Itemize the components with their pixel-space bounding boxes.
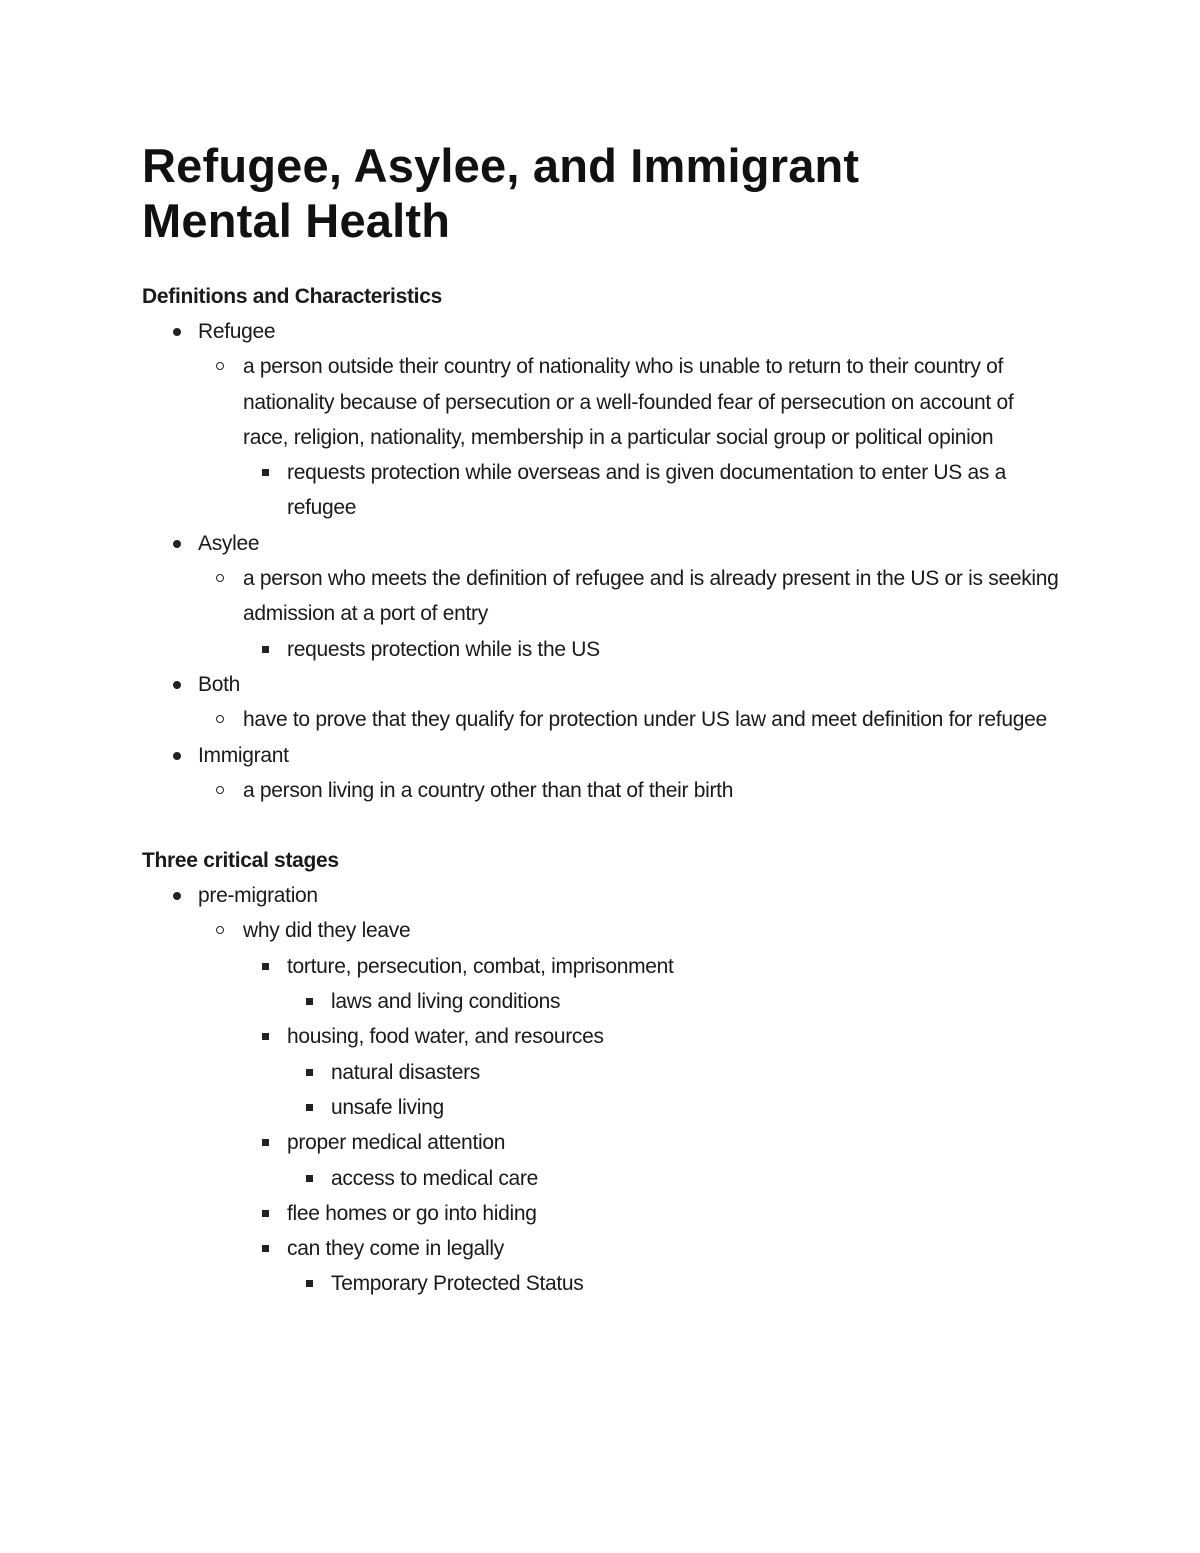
bullet-square-icon xyxy=(306,1280,313,1287)
item-label: Asylee xyxy=(198,531,260,555)
item-text: laws and living conditions xyxy=(331,990,561,1014)
bullet-disc-icon xyxy=(173,540,181,548)
bullet-disc-icon xyxy=(173,892,181,900)
list-item xyxy=(142,773,1060,808)
list-item-asylee xyxy=(142,526,1060,561)
bullet-square-icon xyxy=(306,1069,313,1076)
list-item xyxy=(142,949,1060,1302)
item-text: a person outside their country of nationality who is unable to return to their country of nationality because of persecution or a well-founded fear of persecution on account of race, religion, nationality, membership in a particular social group or political opinion xyxy=(243,355,1014,449)
item-text: access to medical care xyxy=(331,1166,538,1190)
list-item xyxy=(142,702,1060,737)
list-item xyxy=(142,632,1060,667)
bullet-disc-icon xyxy=(173,681,181,689)
factors-list xyxy=(142,949,1060,1302)
item-label: pre-migration xyxy=(198,884,318,908)
item-text: flee homes or go into hiding xyxy=(287,1201,537,1225)
list-item-both xyxy=(142,667,1060,702)
item-text: torture, persecution, combat, imprisonment xyxy=(287,954,674,978)
list-item-factor xyxy=(142,949,1060,984)
list-item-subfactor xyxy=(142,984,1060,1019)
list-item xyxy=(142,1266,1060,1301)
stages-list xyxy=(142,878,1060,1302)
item-text: have to prove that they qualify for protection under US law and meet definition for refugee xyxy=(243,708,1047,732)
bullet-circle-icon xyxy=(216,926,224,934)
item-text: requests protection while is the US xyxy=(287,637,600,661)
item-text: can they come in legally xyxy=(287,1237,504,1261)
list-item-refugee-definition xyxy=(142,349,1060,525)
list-item-subfactor xyxy=(142,1161,1060,1196)
item-text: proper medical attention xyxy=(287,1131,506,1155)
title-line-1: Refugee, Asylee, and Immigrant xyxy=(142,139,860,192)
item-text: why did they leave xyxy=(243,919,411,943)
item-label: Both xyxy=(198,672,240,696)
item-text: housing, food water, and resources xyxy=(287,1025,604,1049)
item-label: Refugee xyxy=(198,320,276,343)
list-item xyxy=(142,455,1060,526)
list-item xyxy=(142,913,1060,1301)
list-item xyxy=(142,349,1060,455)
bullet-square-icon xyxy=(262,1245,269,1252)
bullet-square-icon xyxy=(306,998,313,1005)
section-heading-definitions: Definitions and Characteristics xyxy=(142,285,442,308)
bullet-disc-icon xyxy=(173,752,181,760)
bullet-square-icon xyxy=(262,469,269,476)
item-text: Temporary Protected Status xyxy=(331,1272,584,1296)
list-item-question xyxy=(142,913,1060,948)
item-text: a person living in a country other than that of their birth xyxy=(243,778,734,802)
section-heading-stages: Three critical stages xyxy=(142,849,339,873)
item-text: natural disasters xyxy=(331,1060,480,1084)
bullet-square-icon xyxy=(262,1210,269,1217)
bullet-square-icon xyxy=(262,646,269,653)
item-text: requests protection while overseas and is given documentation to enter US as a refugee xyxy=(287,461,1007,520)
list-item-factor xyxy=(142,1231,1060,1266)
list-item-immigrant-definition xyxy=(142,773,1060,808)
list-item xyxy=(142,984,1060,1019)
bullet-square-icon xyxy=(306,1175,313,1182)
bullet-square-icon xyxy=(262,1139,269,1146)
bullet-circle-icon xyxy=(216,362,224,370)
definitions-list xyxy=(142,314,1060,808)
bullet-disc-icon xyxy=(173,328,181,336)
list-item-subfactor xyxy=(142,1266,1060,1301)
bullet-circle-icon xyxy=(216,715,224,723)
list-item xyxy=(142,1161,1060,1196)
list-item-asylee-definition xyxy=(142,561,1060,667)
list-item-subfactor xyxy=(142,1055,1060,1090)
list-item-pre-migration xyxy=(142,878,1060,913)
bullet-square-icon xyxy=(262,963,269,970)
list-item xyxy=(142,561,1060,632)
list-item xyxy=(142,1055,1060,1126)
document-title xyxy=(142,138,1060,248)
title-line-2: Mental Health xyxy=(142,194,451,247)
item-text: a person who meets the definition of refugee and is already present in the US or is seeking admission at a port of entry xyxy=(243,567,1059,626)
list-item-refugee xyxy=(142,314,1060,349)
bullet-square-icon xyxy=(262,1033,269,1040)
list-item-both-definition xyxy=(142,702,1060,737)
list-item xyxy=(142,455,1060,526)
list-item-immigrant xyxy=(142,738,1060,773)
bullet-square-icon xyxy=(306,1104,313,1111)
item-label: Immigrant xyxy=(198,743,289,767)
list-item-subfactor xyxy=(142,1090,1060,1125)
list-item xyxy=(142,632,1060,667)
list-item-factor xyxy=(142,1019,1060,1054)
list-item-factor xyxy=(142,1125,1060,1160)
bullet-circle-icon xyxy=(216,574,224,582)
bullet-circle-icon xyxy=(216,786,224,794)
item-text: unsafe living xyxy=(331,1095,444,1119)
list-item-factor xyxy=(142,1196,1060,1231)
